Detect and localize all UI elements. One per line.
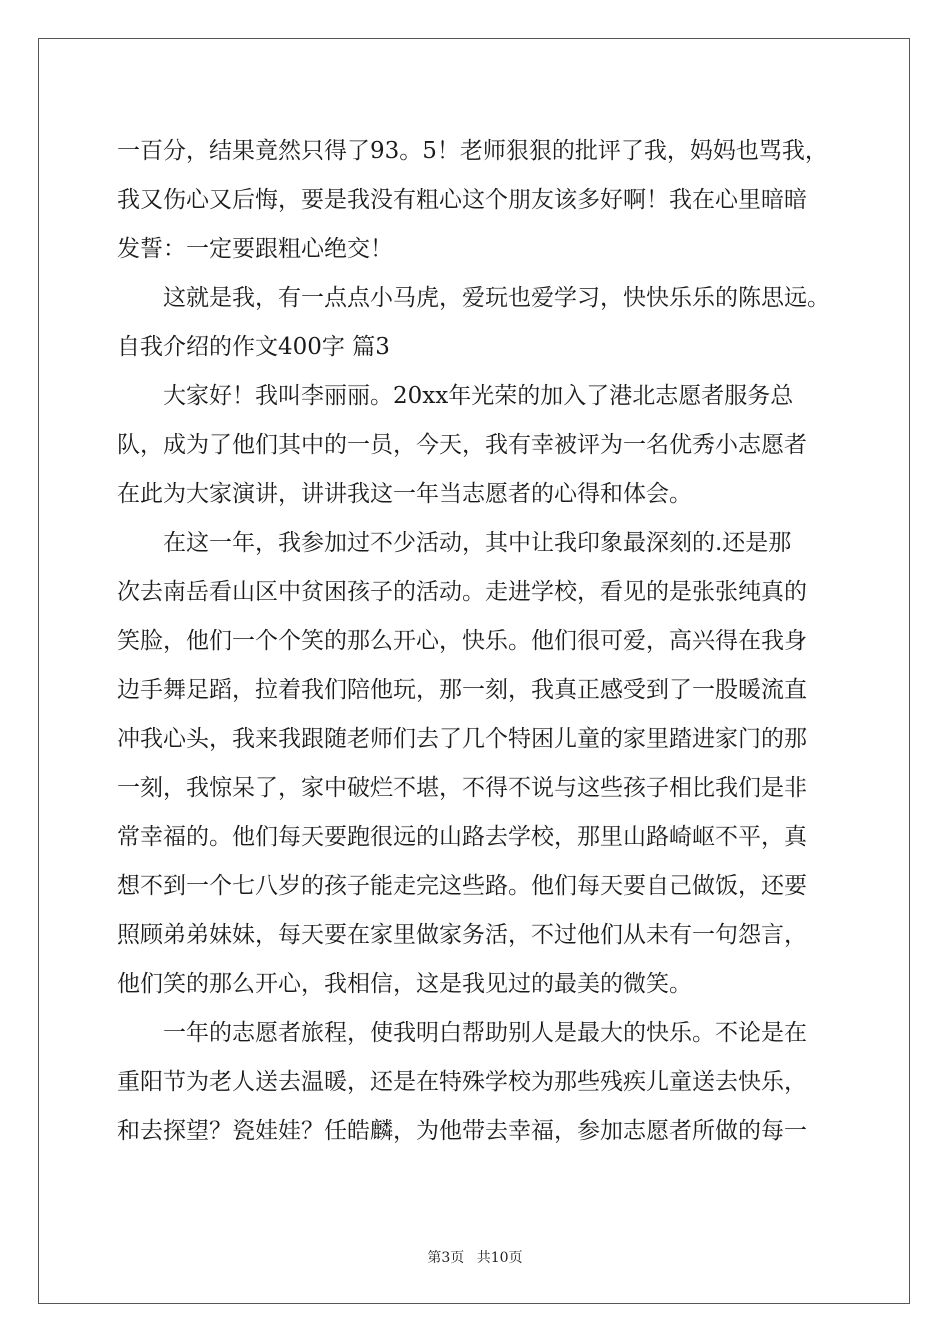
text-line: 在此为大家演讲，讲讲我这一年当志愿者的心得和体会。	[117, 481, 692, 507]
total-pages: 共10页	[476, 1250, 523, 1266]
text-line: 边手舞足蹈，拉着我们陪他玩，那一刻，我真正感受到了一股暖流直	[117, 677, 807, 703]
text-line: 重阳节为老人送去温暖，还是在特殊学校为那些残疾儿童送去快乐，	[117, 1069, 807, 1095]
text-line: 一刻，我惊呆了，家中破烂不堪，不得不说与这些孩子相比我们是非	[117, 775, 807, 801]
text-line: 一百分，结果竟然只得了93。5！老师狠狠的批评了我，妈妈也骂我，	[117, 138, 828, 164]
paragraph-start-line: 大家好！我叫李丽丽。20xx年光荣的加入了港北志愿者服务总	[163, 383, 794, 409]
text-line: 我又伤心又后悔，要是我没有粗心这个朋友该多好啊！我在心里暗暗	[117, 187, 807, 213]
page-number: 第3页	[427, 1250, 465, 1266]
text-line: 冲我心头，我来我跟随老师们去了几个特困儿童的家里踏进家门的那	[117, 726, 807, 752]
text-line: 常幸福的。他们每天要跑很远的山路去学校，那里山路崎岖不平，真	[117, 824, 807, 850]
page-footer	[0, 1247, 950, 1267]
text-line: 照顾弟弟妹妹，每天要在家里做家务活，不过他们从未有一句怨言，	[117, 922, 807, 948]
text-line: 次去南岳看山区中贫困孩子的活动。走进学校，看见的是张张纯真的	[117, 579, 807, 605]
text-line: 和去探望？瓷娃娃？任皓麟，为他带去幸福，参加志愿者所做的每一	[117, 1118, 807, 1144]
text-line: 发誓：一定要跟粗心绝交！	[117, 236, 393, 262]
text-line: 队，成为了他们其中的一员，今天，我有幸被评为一名优秀小志愿者	[117, 432, 807, 458]
section-heading: 自我介绍的作文400字 篇3	[117, 334, 390, 360]
paragraph-start-line: 在这一年，我参加过不少活动，其中让我印象最深刻的.还是那	[163, 530, 792, 556]
text-line: 想不到一个七八岁的孩子能走完这些路。他们每天要自己做饭，还要	[117, 873, 807, 899]
text-line: 他们笑的那么开心，我相信，这是我见过的最美的微笑。	[117, 971, 692, 997]
text-line: 笑脸，他们一个个笑的那么开心，快乐。他们很可爱，高兴得在我身	[117, 628, 807, 654]
document-body	[117, 127, 834, 1156]
paragraph-start-line: 这就是我，有一点点小马虎，爱玩也爱学习，快快乐乐的陈思远。	[163, 285, 830, 311]
paragraph-start-line: 一年的志愿者旅程，使我明白帮助别人是最大的快乐。不论是在	[163, 1020, 807, 1046]
